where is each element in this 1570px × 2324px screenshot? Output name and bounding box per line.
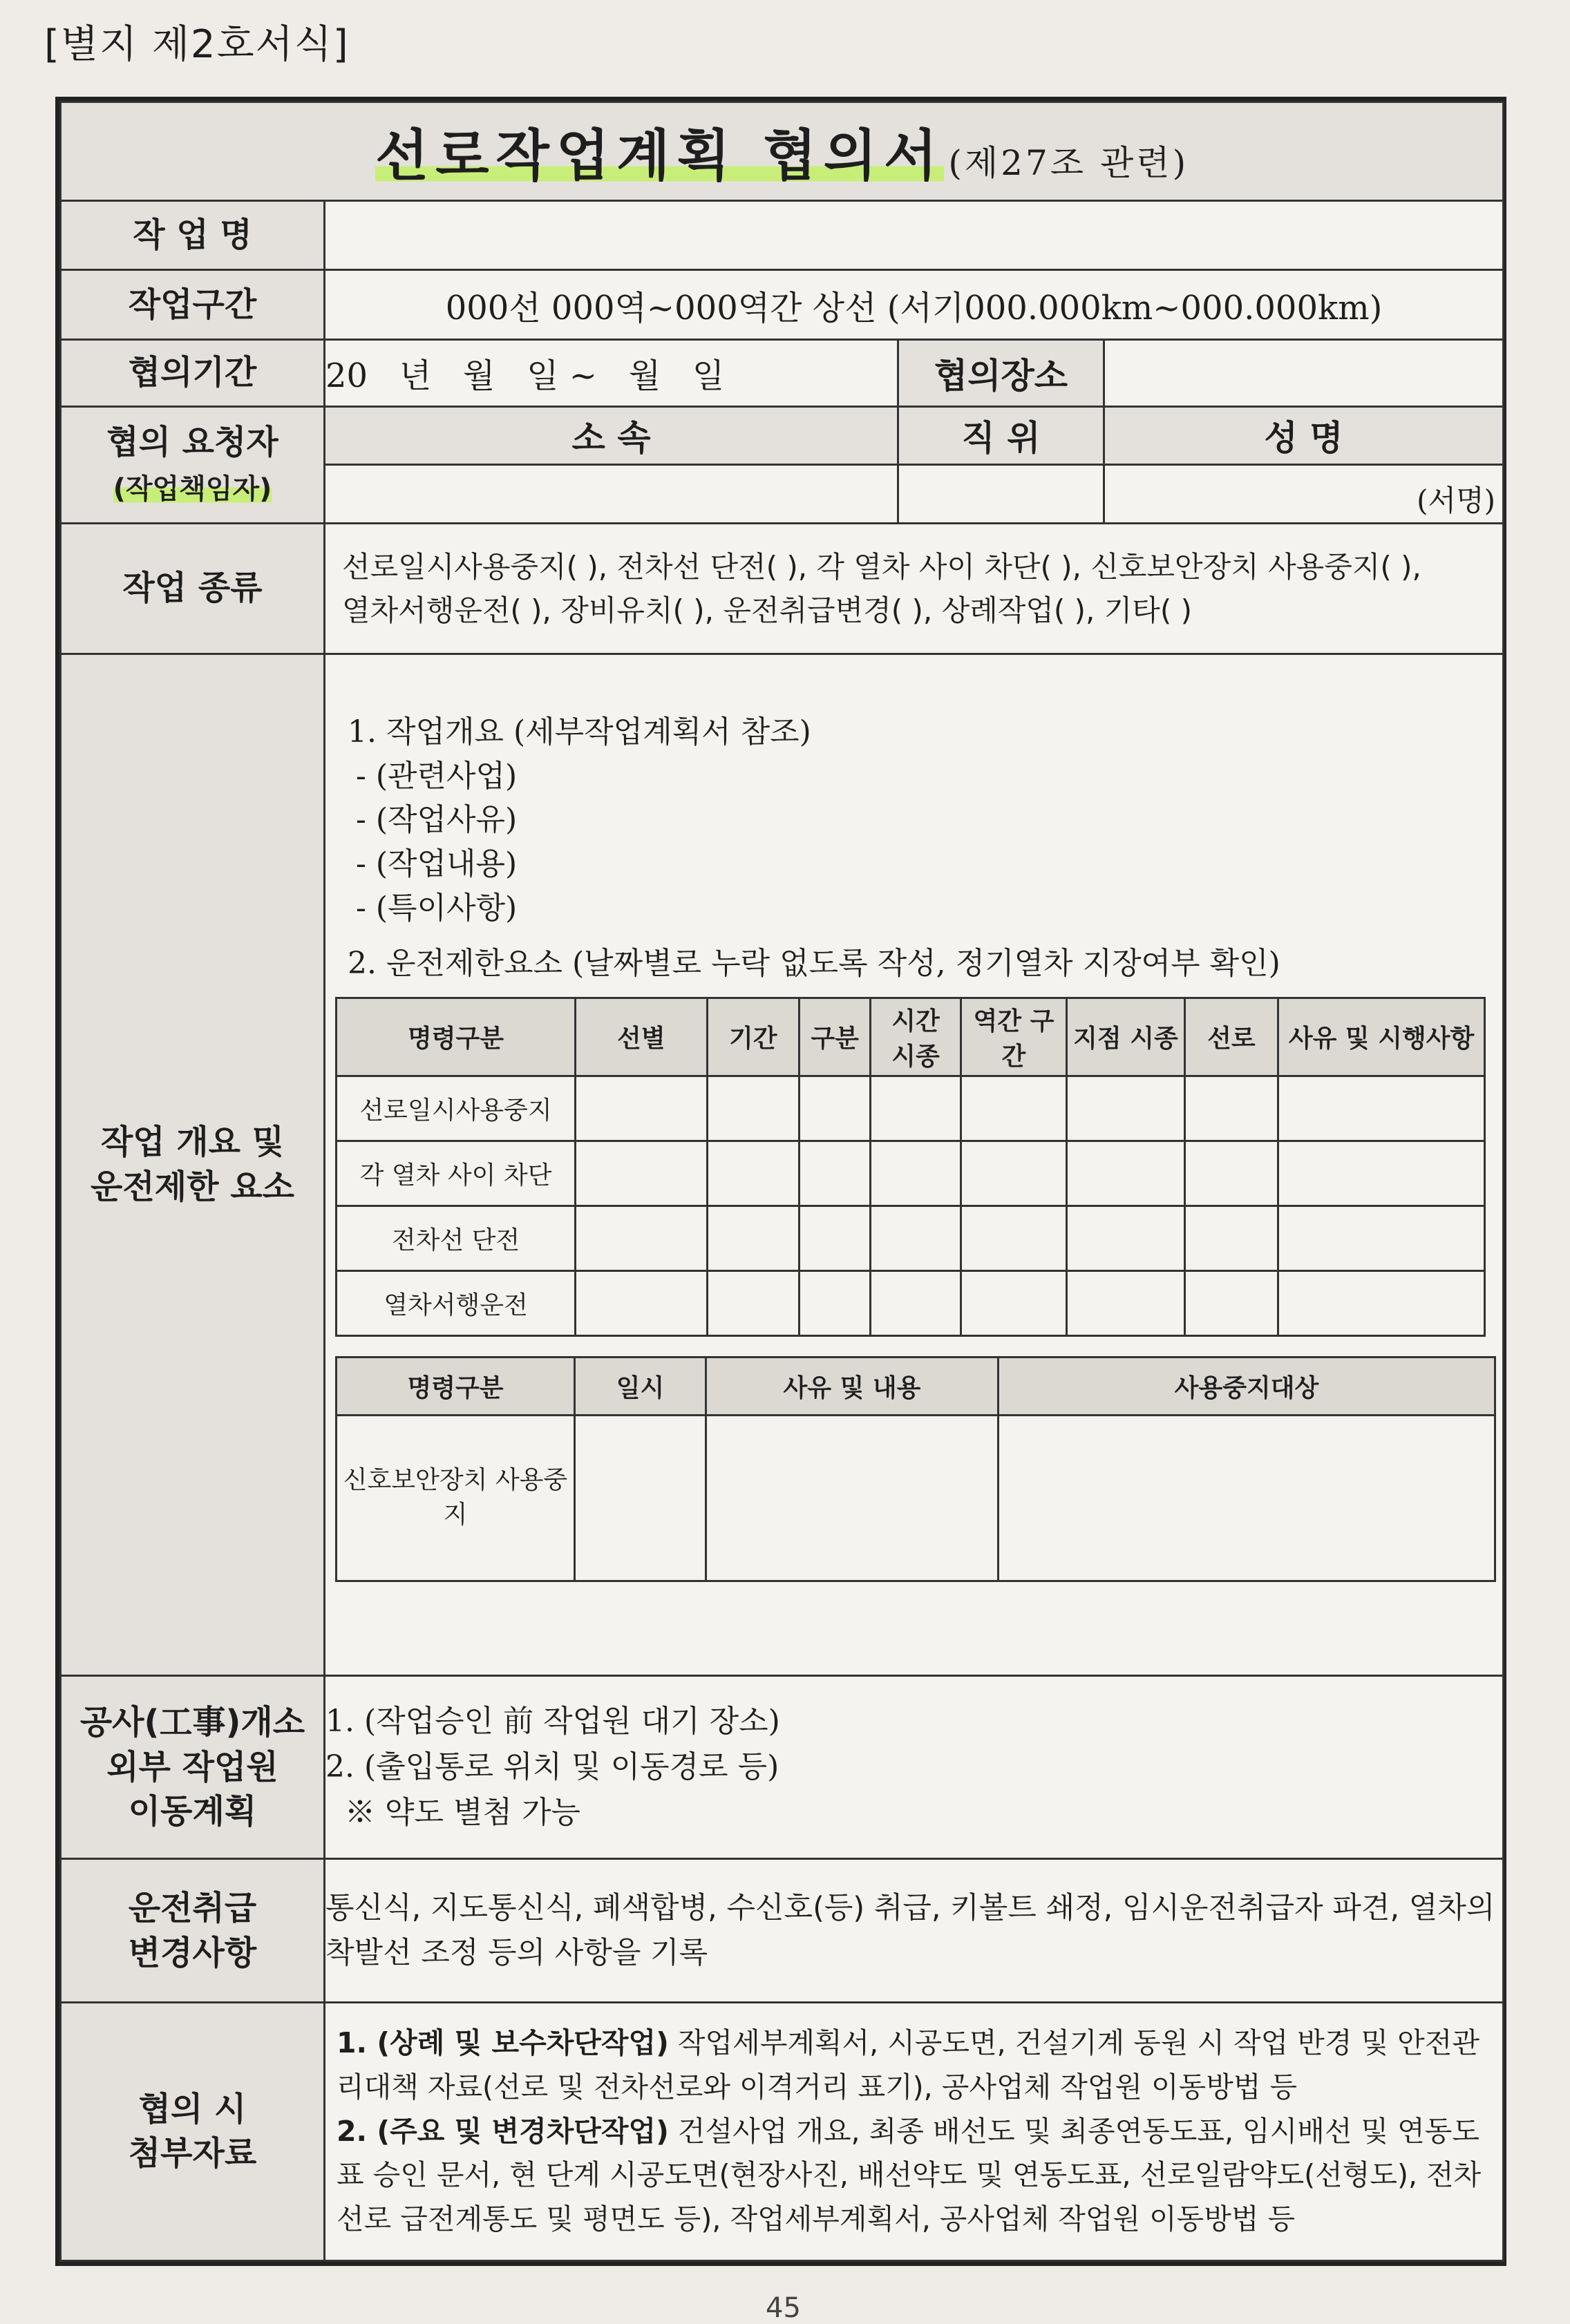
attach-label-1: 협의 시 (138, 2089, 247, 2128)
overview-s1-item: - (관련사업) (356, 758, 518, 794)
t2-cell[interactable] (999, 1415, 1495, 1581)
work-type-line-1: 선로일시사용중지( ), 전차선 단전( ), 각 열차 사이 차단( ), 신호보안장치 사용중지( ), (342, 549, 1421, 584)
form-title: 선로작업계획 협의서 (375, 124, 945, 189)
table-row (337, 1141, 1485, 1206)
period-label: 협의기간 (61, 340, 325, 407)
movement-line-2: 2. (출입통로 위치 및 이동경로 등) (325, 1749, 779, 1785)
t1-cell[interactable] (707, 1076, 799, 1141)
t1-cell[interactable] (800, 1270, 871, 1335)
page-number: 45 (766, 2292, 801, 2324)
position-header: 직 위 (898, 406, 1104, 465)
t1-cell[interactable] (707, 1270, 799, 1335)
signature-label: (서명) (1417, 483, 1496, 517)
t1-header: 선별 (576, 998, 708, 1076)
t2-row-label: 신호보안장치 사용중지 (337, 1415, 575, 1581)
movement-note: ※ 약도 별첨 가능 (345, 1795, 580, 1831)
t1-cell[interactable] (576, 1270, 708, 1335)
requester-sub: (작업책임자) (113, 473, 272, 505)
t1-cell[interactable] (1278, 1076, 1485, 1141)
overview-label (61, 654, 325, 1675)
overview-content (325, 654, 1504, 1675)
title-cell (61, 102, 1504, 201)
movement-label-2: 외부 작업원 (106, 1747, 278, 1787)
t1-cell[interactable] (1184, 1270, 1278, 1335)
t1-cell[interactable] (961, 1141, 1066, 1206)
work-section-label: 작업구간 (61, 270, 325, 340)
period-field[interactable]: 20 년 월 일 ~ 월 일 (325, 340, 898, 407)
t1-cell[interactable] (1067, 1206, 1185, 1270)
table-row (337, 1270, 1485, 1335)
form-table (59, 101, 1504, 2262)
movement-line-1: 1. (작업승인 前 작업원 대기 장소) (325, 1704, 780, 1740)
t1-cell[interactable] (1278, 1206, 1485, 1270)
movement-label-1: 공사(工事)개소 (79, 1702, 305, 1742)
attach-item-2-title: 2. (주요 및 변경차단작업) (337, 2114, 669, 2148)
t1-cell[interactable] (1184, 1076, 1278, 1141)
t2-cell[interactable] (575, 1415, 706, 1581)
t2-header: 일시 (575, 1357, 706, 1415)
form-title-sub: (제27조 관련) (948, 143, 1189, 184)
overview-s1-title: 1. 작업개요 (세부작업계획서 참조) (348, 714, 811, 750)
attach-item-1 (337, 2021, 1491, 2109)
t1-header: 기간 (707, 998, 799, 1076)
attach-content[interactable] (325, 2002, 1504, 2260)
attach-item-1-text: 작업세부계획서, 시공도면, 건설기계 동원 시 작업 반경 및 안전관리대책 자료(선로 및 전차선로와 이격거리 표기), 공사업체 작업원 이동방법 등 (337, 2026, 1479, 2104)
t1-cell[interactable] (576, 1141, 708, 1206)
movement-label (61, 1675, 325, 1859)
name-header: 성 명 (1104, 406, 1504, 465)
t1-cell[interactable] (800, 1076, 871, 1141)
t1-cell[interactable] (871, 1270, 961, 1335)
op-change-label-1: 운전취급 (128, 1888, 257, 1927)
t1-header: 시간 시종 (871, 998, 961, 1076)
position-field[interactable] (898, 465, 1104, 524)
t1-cell[interactable] (707, 1141, 799, 1206)
attach-label (61, 2002, 325, 2260)
work-section-field[interactable]: 000선 000역~000역간 상선 (서기000.000km~000.000km) (325, 270, 1504, 340)
attach-item-2-text: 건설사업 개요, 최종 배선도 및 최종연동도표, 임시배선 및 연동도표 승인 문서, 현 단계 시공도면(현장사진, 배선약도 및 연동도표, 선로일람약도(선형도), 전차선로 급전계통도 및 평면도 등), 작업세부계획서, 공사업체 작업원 이동방법 등 (337, 2114, 1482, 2236)
t1-cell[interactable] (1184, 1141, 1278, 1206)
t1-cell[interactable] (1278, 1270, 1485, 1335)
overview-s1-item: - (작업사유) (356, 802, 518, 838)
t1-header: 지점 시종 (1067, 998, 1185, 1076)
t1-cell[interactable] (871, 1206, 961, 1270)
t1-cell[interactable] (1067, 1270, 1185, 1335)
t1-cell[interactable] (961, 1270, 1066, 1335)
t1-cell[interactable] (707, 1206, 799, 1270)
table-row (337, 1076, 1485, 1141)
work-type-options[interactable] (325, 523, 1504, 654)
form-frame (55, 97, 1506, 2266)
t1-cell[interactable] (1067, 1076, 1185, 1141)
t1-cell[interactable] (1067, 1141, 1185, 1206)
name-field[interactable] (1104, 465, 1504, 524)
t1-cell[interactable] (800, 1141, 871, 1206)
op-change-content[interactable]: 통신식, 지도통신식, 폐색합병, 수신호(등) 취급, 키볼트 쇄정, 임시운전취급자 파견, 열차의 착발선 조정 등의 사항을 기록 (325, 1859, 1504, 2002)
attach-item-2 (337, 2110, 1491, 2242)
t1-cell[interactable] (961, 1206, 1066, 1270)
work-type-label: 작업 종류 (61, 523, 325, 654)
work-type-line-2: 열차서행운전( ), 장비유치( ), 운전취급변경( ), 상례작업( ), 기타( ) (342, 593, 1193, 627)
t1-row-label: 각 열차 사이 차단 (337, 1141, 576, 1206)
t1-cell[interactable] (961, 1076, 1066, 1141)
t2-header: 사용중지대상 (999, 1357, 1495, 1415)
table-row (337, 1206, 1485, 1270)
t2-header: 사유 및 내용 (706, 1357, 999, 1415)
t1-header: 역간 구간 (961, 998, 1066, 1076)
t1-header: 명령구분 (337, 998, 576, 1076)
overview-label-2: 운전제한 요소 (91, 1167, 294, 1206)
table-row (337, 1415, 1495, 1581)
t1-cell[interactable] (871, 1141, 961, 1206)
place-field[interactable] (1104, 340, 1504, 407)
t1-row-label: 선로일시사용중지 (337, 1076, 576, 1141)
overview-label-1: 작업 개요 및 (100, 1122, 285, 1161)
t1-cell[interactable] (1278, 1141, 1485, 1206)
t1-row-label: 전차선 단전 (337, 1206, 576, 1270)
op-change-label-2: 변경사항 (128, 1933, 257, 1972)
place-label: 협의장소 (898, 340, 1104, 407)
requester-title: 협의 요청자 (106, 422, 278, 461)
overview-s1-item: - (작업내용) (356, 846, 518, 882)
work-name-field[interactable] (325, 200, 1504, 270)
attach-label-2: 첨부자료 (128, 2134, 257, 2173)
t1-header: 사유 및 시행사항 (1278, 998, 1485, 1076)
t1-cell[interactable] (1184, 1206, 1278, 1270)
t1-row-label: 열차서행운전 (337, 1270, 576, 1335)
movement-content[interactable] (325, 1675, 1504, 1859)
t1-header: 선로 (1184, 998, 1278, 1076)
t1-cell[interactable] (871, 1076, 961, 1141)
affiliation-field[interactable] (325, 465, 898, 524)
page-header: [별지 제2호서식] (44, 22, 350, 67)
attach-item-1-title: 1. (상례 및 보수차단작업) (337, 2026, 669, 2060)
t2-header: 명령구분 (337, 1357, 575, 1415)
t1-header: 구분 (800, 998, 871, 1076)
t1-cell[interactable] (576, 1076, 708, 1141)
t2-cell[interactable] (706, 1415, 999, 1581)
work-name-label: 작 업 명 (61, 200, 325, 270)
t1-cell[interactable] (800, 1206, 871, 1270)
op-change-label (61, 1859, 325, 2002)
movement-label-3: 이동계획 (128, 1792, 257, 1831)
restriction-table (335, 997, 1486, 1337)
affiliation-header: 소 속 (325, 406, 898, 465)
requester-label (61, 406, 325, 523)
t1-cell[interactable] (576, 1206, 708, 1270)
overview-s2-title: 2. 운전제한요소 (날짜별로 누락 없도록 작성, 정기열차 지장여부 확인) (348, 945, 1280, 981)
overview-s1-item: - (특이사항) (356, 890, 518, 926)
signal-table (335, 1356, 1496, 1582)
